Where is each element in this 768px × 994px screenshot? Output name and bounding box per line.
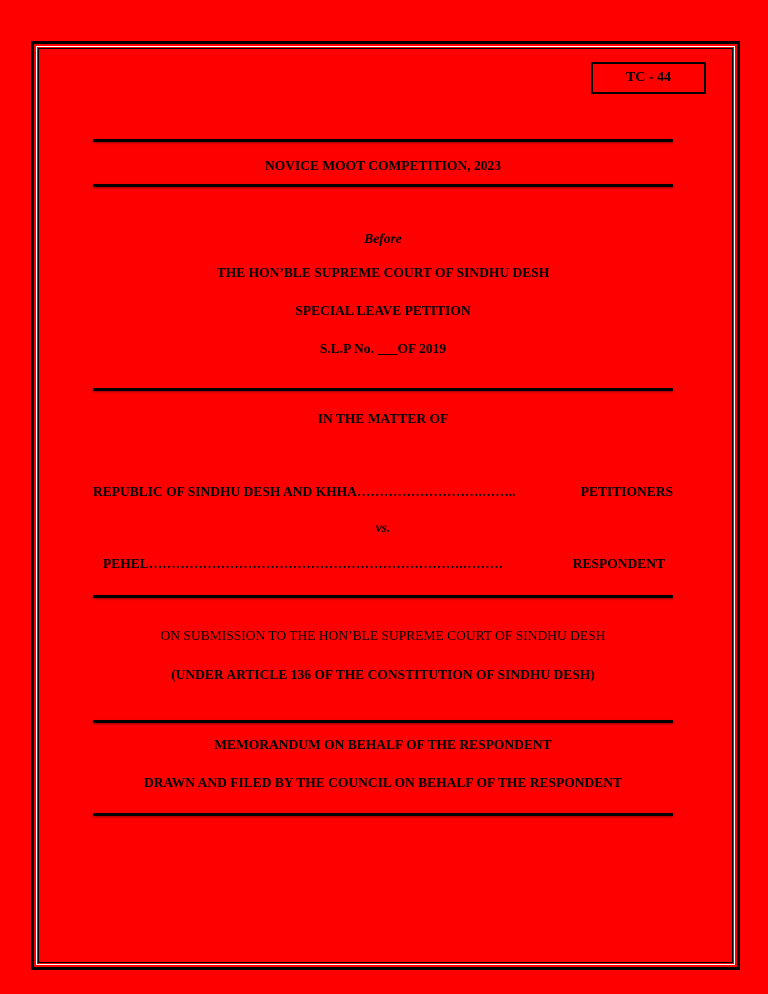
slp-number: S.L.P No. ___OF 2019 (319, 341, 447, 356)
petitioner-name: REPUBLIC OF SINDHU DESH AND KHHA (93, 484, 357, 499)
petitioner-role: PETITIONERS (580, 484, 673, 499)
page-border (31, 41, 740, 970)
article-line: (UNDER ARTICLE 136 OF THE CONSTITUTION OF SINDHU DESH) (171, 667, 595, 682)
team-code: TC - 44 (625, 70, 672, 85)
respondent-role: RESPONDENT (572, 556, 665, 571)
before-label: Before (364, 231, 402, 246)
petition-type: SPECIAL LEAVE PETITION (295, 303, 471, 318)
competition-title: NOVICE MOOT COMPETITION, 2023 (264, 158, 502, 173)
divider (93, 595, 673, 598)
petitioner-line (93, 484, 673, 500)
submission-line: ON SUBMISSION TO THE HON’BLE SUPREME COURT OF SINDHU DESH (160, 628, 606, 643)
drawn-by-line: DRAWN AND FILED BY THE COUNCIL ON BEHALF OF THE RESPONDENT (143, 775, 623, 790)
in-the-matter-heading: IN THE MATTER OF (317, 411, 449, 426)
leader-dots: …………………………………………………………….……… (148, 556, 504, 571)
court-name: THE HON’BLE SUPREME COURT OF SINDHU DESH (216, 265, 550, 280)
divider (93, 720, 673, 723)
divider (93, 184, 673, 187)
respondent-name: PEHEL (103, 556, 149, 571)
memorandum-title: MEMORANDUM ON BEHALF OF THE RESPONDENT (214, 737, 552, 752)
divider (93, 813, 673, 816)
divider (93, 388, 673, 391)
respondent-line (103, 556, 665, 572)
leader-dots: ……………………….…….. (356, 484, 516, 499)
team-code-box (591, 62, 706, 94)
versus-label: vs. (375, 520, 391, 535)
divider (93, 139, 673, 142)
